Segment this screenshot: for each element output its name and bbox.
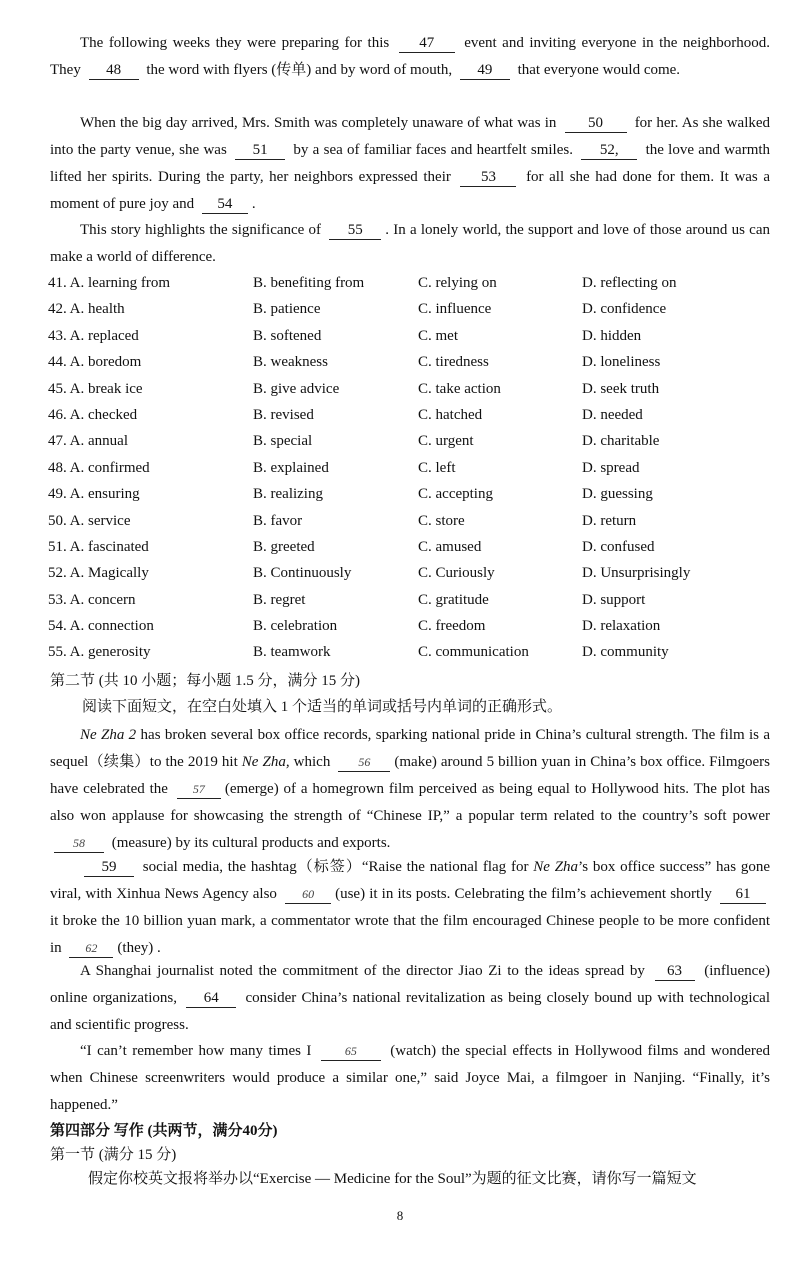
blank-51[interactable]: 51 — [235, 142, 285, 160]
passage2-paragraph-1: Ne Zha 2 has broken several box office records, sparking national pride in China’s cultural strength. The film is a sequel（续集）to the 2019 hit Ne Zha, which 56 (make) around 5 billion yuan in China’s box office. Filmgoers have celebrated the 57 (emerge) of a homegrown film perceived as being equal to Hollywood hits. The plot has also won applause for showcasing the strength of “Chinese IP,” a popular term related to the country’s soft power 58 (measure) by its cultural products and exports. — [50, 727, 771, 851]
option-c[interactable]: C. gratitude — [418, 591, 489, 608]
option-c[interactable]: C. tiredness — [418, 354, 489, 371]
option-a[interactable]: 46. A. checked — [48, 406, 138, 423]
option-c[interactable]: C. freedom — [418, 618, 486, 635]
option-b[interactable]: B. patience — [253, 301, 321, 318]
section2-instruction: 阅读下面短文，在空白处填入 1 个适当的单词或括号内单词的正确形式。 — [82, 699, 563, 715]
passage2-paragraph-4: “I can’t remember how many times I 65 (watch) the special effects in Hollywood films and wondered when Chinese screenwriters would produce a similar one,” said Joyce Mai, a filmgoer in Nanjing. “Finally, it’s happened.” — [50, 1043, 771, 1113]
option-row-42 — [48, 296, 778, 322]
blank-65[interactable]: 65 — [321, 1043, 381, 1061]
passage2-paragraph-3: A Shanghai journalist noted the commitment of the director Jiao Zi to the ideas spread by 63 (influence) online organizations, 64 consider China’s national revitalization as being closely bound up with technological and scientific progress. — [50, 963, 770, 1033]
option-b[interactable]: B. realizing — [253, 486, 323, 503]
option-b[interactable]: B. celebration — [253, 618, 338, 635]
option-a[interactable]: 48. A. confirmed — [48, 459, 150, 476]
option-b[interactable]: B. regret — [253, 591, 306, 608]
option-b[interactable]: B. revised — [253, 406, 314, 423]
option-c[interactable]: C. take action — [418, 380, 501, 397]
section2-heading: 第二节 (共 10 小题；每小题 1.5 分，满分 15 分) — [50, 673, 360, 689]
option-c[interactable]: C. urgent — [418, 433, 474, 450]
option-a[interactable]: 51. A. fascinated — [48, 538, 149, 555]
option-c[interactable]: C. accepting — [418, 486, 493, 503]
blank-64[interactable]: 64 — [186, 990, 236, 1008]
option-d[interactable]: D. return — [582, 512, 637, 529]
option-b[interactable]: B. special — [253, 433, 313, 450]
option-a[interactable]: 54. A. connection — [48, 618, 154, 635]
option-row-53 — [48, 587, 778, 613]
option-row-51 — [48, 534, 778, 560]
blank-60[interactable]: 60 — [285, 886, 331, 904]
option-d[interactable]: D. support — [582, 591, 646, 608]
option-b[interactable]: B. teamwork — [253, 644, 331, 661]
blank-55[interactable]: 55 — [329, 222, 381, 240]
passage1-paragraph-2: When the big day arrived, Mrs. Smith was completely unaware of what was in 50 for her. As she walked into the party venue, she was 51 by a sea of familiar faces and heartfelt smiles. 52, the love and warmth lifted her spirits. During the party, her neighbors expressed their 53 for all she had done for them. It was a moment of pure joy and 54 . — [50, 115, 771, 212]
option-row-48 — [48, 455, 778, 481]
blank-48[interactable]: 48 — [89, 62, 139, 80]
blank-58[interactable]: 58 — [54, 835, 104, 853]
option-c[interactable]: C. Curiously — [418, 565, 495, 582]
option-d[interactable]: D. guessing — [582, 486, 653, 503]
option-b[interactable]: B. favor — [253, 512, 303, 529]
option-d[interactable]: D. reflecting on — [582, 275, 677, 291]
option-d[interactable]: D. relaxation — [582, 618, 661, 635]
blank-57[interactable]: 57 — [177, 781, 221, 799]
option-d[interactable]: D. community — [582, 644, 669, 661]
option-a[interactable]: 47. A. annual — [48, 433, 128, 450]
passage1-paragraph-1: The following weeks they were preparing for this 47 event and inviting everyone in the neighborhood. They 48 the word with flyers (传单) and by word of mouth, 49 that everyone would come. — [50, 35, 771, 78]
option-a[interactable]: 55. A. generosity — [48, 644, 151, 661]
option-row-44 — [48, 349, 778, 375]
blank-62[interactable]: 62 — [69, 940, 113, 958]
option-b[interactable]: B. give advice — [253, 380, 340, 397]
part4-subheading: 第一节 (满分 15 分) — [50, 1147, 177, 1163]
option-row-47 — [48, 428, 778, 454]
option-a[interactable]: 52. A. Magically — [48, 565, 149, 582]
option-c[interactable]: C. relying on — [418, 275, 497, 291]
blank-59[interactable]: 59 — [84, 859, 134, 877]
option-d[interactable]: D. charitable — [582, 433, 660, 450]
option-d[interactable]: D. spread — [582, 459, 640, 476]
option-b[interactable]: B. explained — [253, 459, 329, 476]
blank-47[interactable]: 47 — [399, 35, 455, 53]
option-c[interactable]: C. amused — [418, 538, 482, 555]
option-c[interactable]: C. left — [418, 459, 456, 476]
option-row-55 — [48, 639, 778, 665]
passage1-paragraph-3: This story highlights the significance of 55 . In a lonely world, the support and love of those around us can make a world of difference. — [50, 222, 770, 265]
option-c[interactable]: C. met — [418, 327, 458, 344]
blank-50[interactable]: 50 — [565, 115, 627, 133]
option-a[interactable]: 41. A. learning from — [48, 275, 171, 291]
option-row-54 — [48, 613, 778, 639]
option-row-45 — [48, 376, 778, 402]
option-row-41 — [48, 270, 778, 296]
blank-53[interactable]: 53 — [460, 169, 516, 187]
option-d[interactable]: D. loneliness — [582, 354, 661, 371]
option-d[interactable]: D. Unsurprisingly — [582, 565, 691, 582]
option-b[interactable]: B. benefiting from — [253, 275, 365, 291]
option-c[interactable]: C. store — [418, 512, 465, 529]
page-number: 8 — [396, 1208, 404, 1223]
blank-54[interactable]: 54 — [202, 196, 248, 214]
option-b[interactable]: B. Continuously — [253, 565, 352, 582]
blank-63[interactable]: 63 — [655, 963, 695, 981]
option-a[interactable]: 44. A. boredom — [48, 354, 142, 371]
option-d[interactable]: D. confused — [582, 538, 655, 555]
option-b[interactable]: B. weakness — [253, 354, 328, 371]
option-d[interactable]: D. seek truth — [582, 380, 660, 397]
option-a[interactable]: 45. A. break ice — [48, 380, 143, 397]
option-d[interactable]: D. confidence — [582, 301, 667, 318]
option-row-46 — [48, 402, 778, 428]
option-c[interactable]: C. communication — [418, 644, 529, 661]
blank-56[interactable]: 56 — [338, 754, 390, 772]
option-a[interactable]: 53. A. concern — [48, 591, 136, 608]
option-b[interactable]: B. softened — [253, 327, 322, 344]
blank-49[interactable]: 49 — [460, 62, 510, 80]
passage2-paragraph-2: 59 social media, the hashtag（标签）“Raise the national flag for Ne Zha’s box office success” has gone viral, with Xinhua News Agency also 60 (use) it in its posts. Celebrating the film’s achievement shortly 61 it broke the 10 billion yuan mark, a commentator wrote that the film encouraged Chinese people to be more confident in 62 (they) . — [50, 859, 770, 956]
blank-52[interactable]: 52, — [581, 142, 637, 160]
option-a[interactable]: 42. A. health — [48, 301, 125, 318]
option-b[interactable]: B. greeted — [253, 538, 315, 555]
option-c[interactable]: C. hatched — [418, 406, 483, 423]
option-row-50 — [48, 508, 778, 534]
option-a[interactable]: 49. A. ensuring — [48, 486, 140, 503]
option-row-49 — [48, 481, 778, 507]
option-c[interactable]: C. influence — [418, 301, 492, 318]
option-a[interactable]: 50. A. service — [48, 512, 131, 529]
part4-heading: 第四部分 写作 (共两节，满分40分) — [50, 1123, 278, 1139]
option-a[interactable]: 43. A. replaced — [48, 327, 139, 344]
part4-prompt: 假定你校英文报将举办以“Exercise — Medicine for the Soul”为题的征文比赛，请你写一篇短文 — [88, 1171, 697, 1187]
options-list — [48, 270, 778, 666]
blank-61[interactable]: 61 — [720, 886, 766, 904]
option-row-52 — [48, 560, 778, 586]
option-row-43 — [48, 323, 778, 349]
option-d[interactable]: D. hidden — [582, 327, 642, 344]
option-d[interactable]: D. needed — [582, 406, 643, 423]
